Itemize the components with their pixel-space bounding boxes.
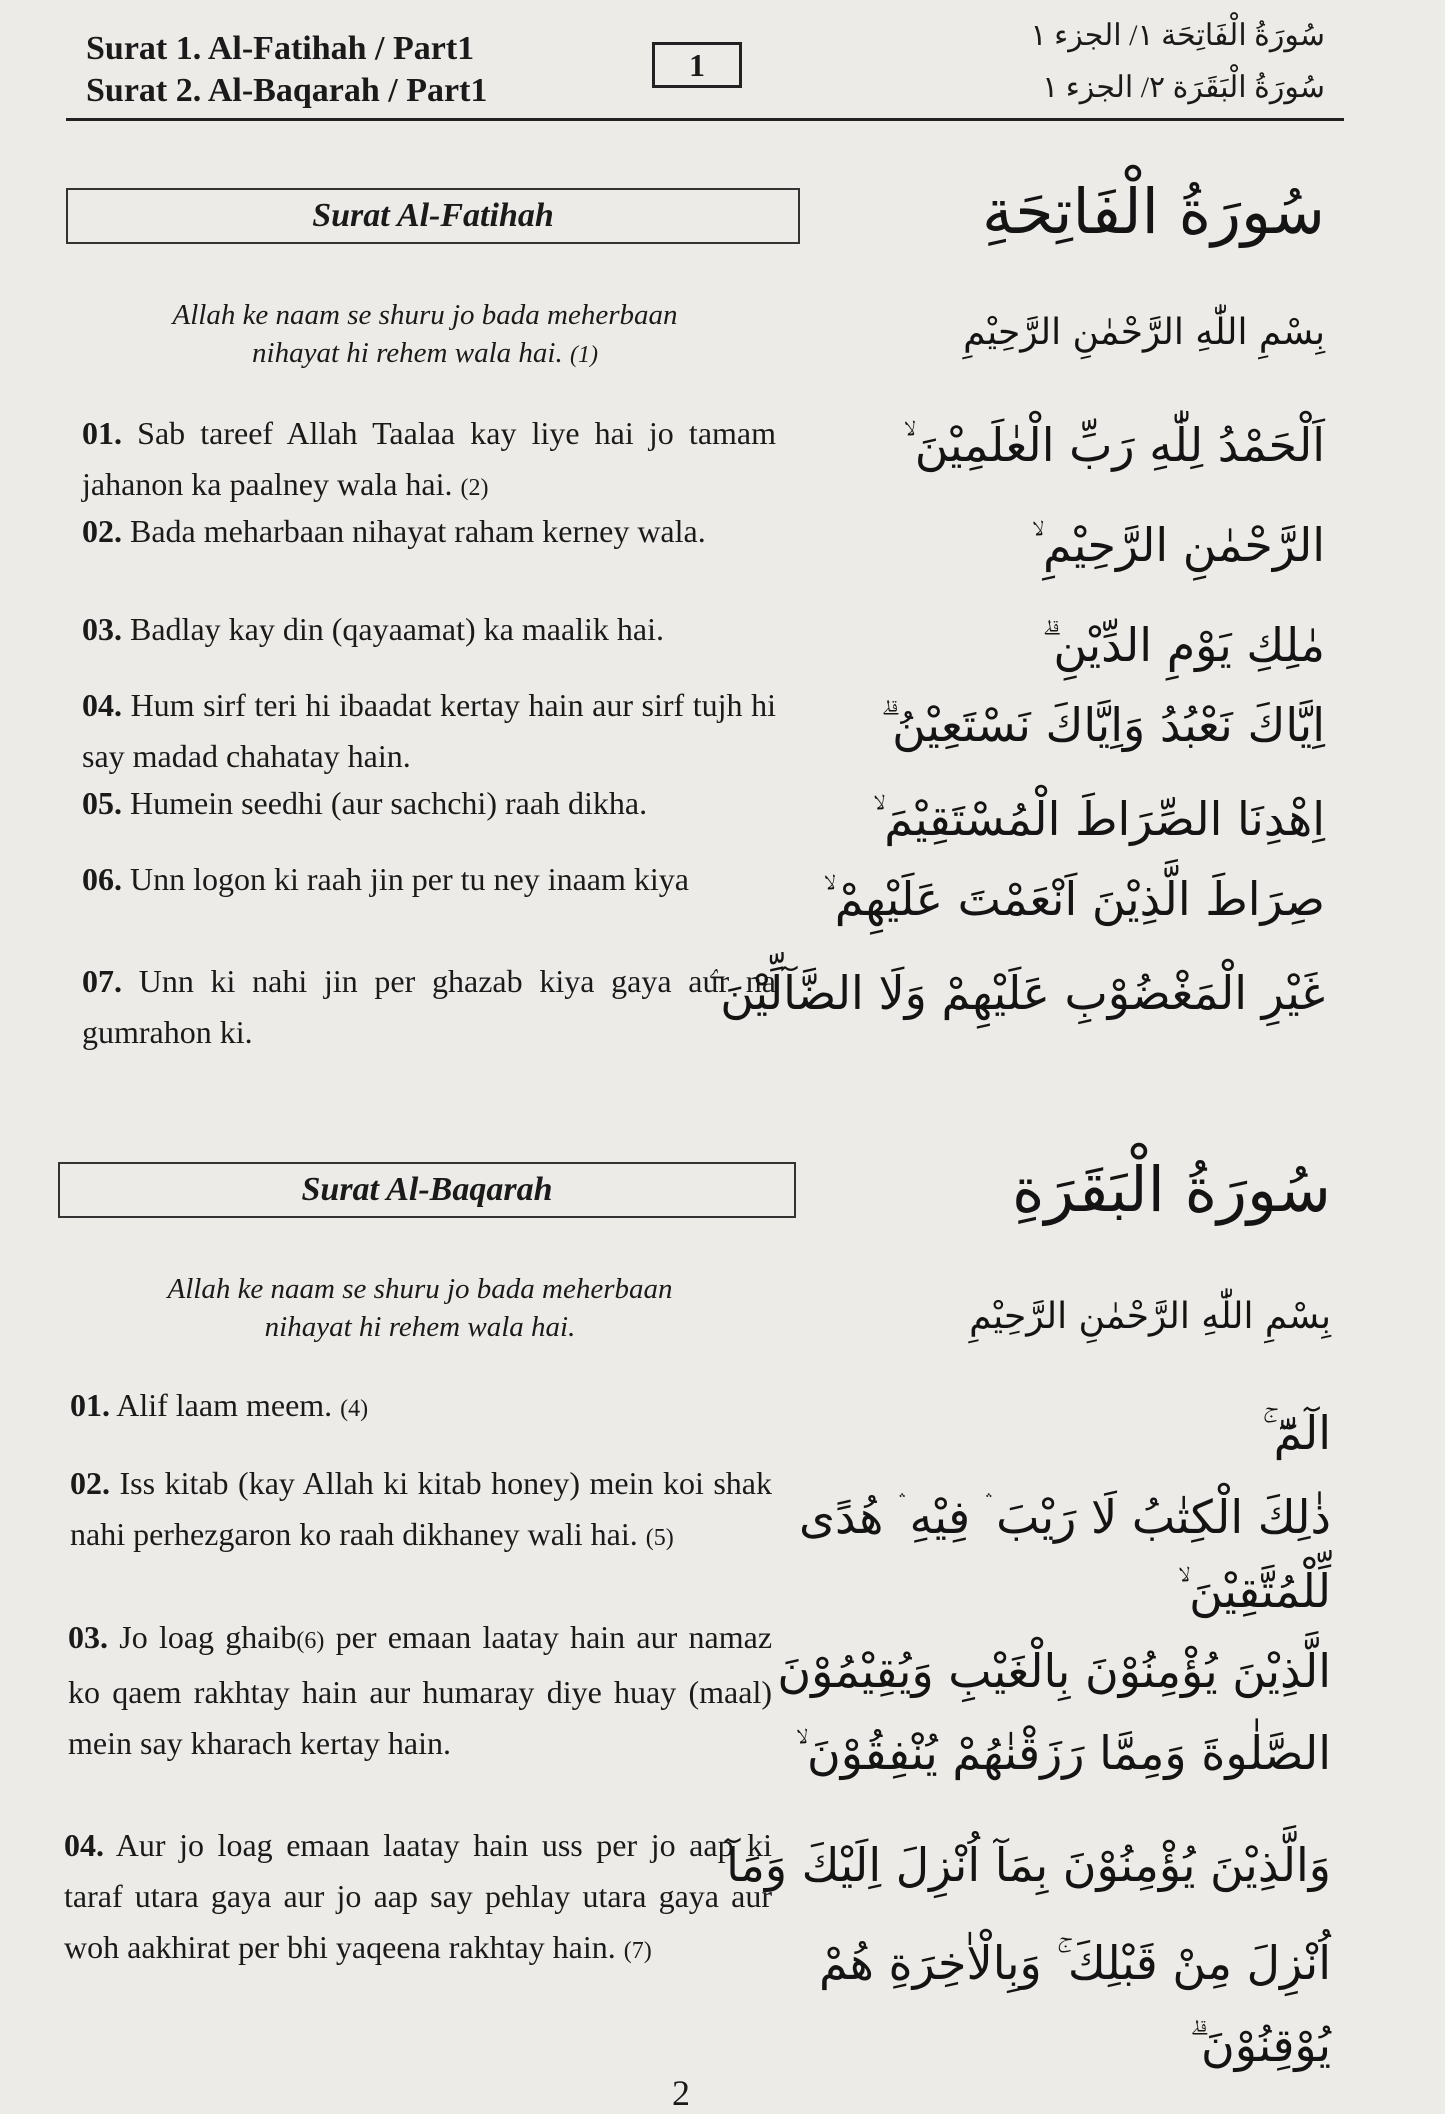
bismillah-line-2: nihayat hi rehem wala hai. xyxy=(264,1311,576,1343)
fatihah-arabic-verse: اِهْدِنَا الصِّرَاطَ الْمُسْتَقِيْمَ ۙ xyxy=(872,792,1325,846)
verse-note: (7) xyxy=(623,1938,652,1964)
baqarah-arabic-line: اُنْزِلَ مِنْ قَبْلِكَ ۚ وَبِالْاٰخِرَةِ هُمْ xyxy=(819,1936,1331,1990)
header-surah-titles xyxy=(86,28,487,112)
verse-text: Sab tareef Allah Taalaa kay liye hai jo tamam jahanon ka paalney wala hai. xyxy=(82,415,777,502)
verse-number: 07. xyxy=(82,963,122,999)
fatihah-arabic-verse: مٰلِكِ يَوْمِ الدِّيْنِ ۗ xyxy=(1041,618,1325,672)
verse-number: 03. xyxy=(82,611,122,647)
baqarah-arabic-line: الَّذِيْنَ يُؤْمِنُوْنَ بِالْغَيْبِ وَيُقِيْمُوْنَ xyxy=(777,1644,1331,1698)
verse-number: 03. xyxy=(68,1619,108,1655)
fatihah-bismillah-translation xyxy=(110,296,740,374)
header-right-line-1: سُورَةُ الْفَاتِحَة ١/ الجزء ١ xyxy=(1030,19,1325,52)
bismillah-line-2: nihayat hi rehem wala hai. xyxy=(252,337,563,369)
verse-note: (5) xyxy=(645,1525,674,1551)
fatihah-verse xyxy=(82,604,776,655)
verse-number: 06. xyxy=(82,861,122,897)
verse-text: Bada meharbaan nihayat raham kerney wala. xyxy=(130,513,706,549)
fatihah-arabic-verse: غَيْرِ الْمَغْضُوْبِ عَلَيْهِمْ وَلَا الضَّآلِّيْنَ ۧ xyxy=(708,966,1325,1020)
fatihah-verse xyxy=(82,408,776,514)
baqarah-arabic-line: ذٰلِكَ الْكِتٰبُ لَا رَيْبَ ۛ فِيْهِ ۛ هُدًى xyxy=(799,1490,1331,1544)
baqarah-arabic-title: سُورَةُ الْبَقَرَةِ xyxy=(1012,1153,1331,1226)
verse-text: Aur jo loag emaan laatay hain uss per jo aap ki taraf utara gaya aur jo aap say pehlay utara gaya aur woh aakhirat per bhi yaqeena rakhtay hain. xyxy=(64,1827,773,1965)
bismillah-line-1: Allah ke naam se shuru jo bada meherbaan xyxy=(167,1273,673,1305)
bismillah-line-1: Allah ke naam se shuru jo bada meherbaan xyxy=(172,299,678,331)
verse-number: 05. xyxy=(82,785,122,821)
baqarah-verse xyxy=(68,1612,772,1769)
baqarah-verse xyxy=(70,1380,772,1435)
verse-mid-note: (6) xyxy=(296,1628,325,1654)
verse-text: Iss kitab (kay Allah ki kitab honey) mein koi shak nahi perhezgaron ko raah dikhaney wali hai. xyxy=(70,1465,772,1552)
header-left-line-2: Surat 2. Al-Baqarah / Part1 xyxy=(86,72,488,109)
fatihah-arabic-title: سُورَةُ الْفَاتِحَةِ xyxy=(982,175,1325,248)
verse-text: Hum sirf teri hi ibaadat kertay hain aur sirf tujh hi say madad chahatay hain. xyxy=(82,687,776,774)
verse-number: 02. xyxy=(70,1465,110,1501)
verse-text: Badlay kay din (qayaamat) ka maalik hai. xyxy=(130,611,665,647)
fatihah-arabic-verse: الرَّحْمٰنِ الرَّحِيْمِ ۙ xyxy=(1031,518,1325,572)
baqarah-verse xyxy=(70,1458,772,1564)
verse-number: 04. xyxy=(64,1827,104,1863)
header-divider xyxy=(66,118,1344,121)
bismillah-note: (1) xyxy=(569,342,598,368)
verse-number: 01. xyxy=(82,415,122,451)
header-right-line-2: سُورَةُ الْبَقَرَة ٢/ الجزء ١ xyxy=(1042,71,1325,104)
verse-number: 02. xyxy=(82,513,122,549)
fatihah-arabic-verse: صِرَاطَ الَّذِيْنَ اَنْعَمْتَ عَلَيْهِمْ ۙ xyxy=(823,872,1325,926)
fatihah-verse xyxy=(82,680,776,782)
verse-note: (2) xyxy=(460,475,489,501)
verse-number: 04. xyxy=(82,687,122,723)
fatihah-verse xyxy=(82,956,776,1058)
baqarah-arabic-line: الصَّلٰوةَ وَمِمَّا رَزَقْنٰهُمْ يُنْفِقُوْنَ ۙ xyxy=(795,1726,1331,1780)
verse-text: Humein seedhi (aur sachchi) raah dikha. xyxy=(130,785,648,821)
fatihah-verse xyxy=(82,778,776,829)
baqarah-arabic-line: يُوْقِنُوْنَ ۗ xyxy=(1189,2018,1331,2072)
verse-text-b: per emaan laatay hain aur namaz ko qaem rakhtay hain aur humaray diye huay (maal) mein say kharach kertay hain. xyxy=(68,1619,773,1761)
fatihah-arabic-verse: اَلْحَمْدُ لِلّٰهِ رَبِّ الْعٰلَمِيْنَ ۙ xyxy=(903,418,1325,472)
verse-text-a: Jo loag ghaib xyxy=(119,1619,297,1655)
baqarah-bismillah-translation xyxy=(100,1270,740,1346)
baqarah-bismillah-arabic: بِسْمِ اللّٰهِ الرَّحْمٰنِ الرَّحِيْمِ xyxy=(969,1296,1331,1337)
verse-text: Unn logon ki raah jin per tu ney inaam kiya xyxy=(130,861,689,897)
baqarah-title-box: Surat Al-Baqarah xyxy=(58,1162,796,1218)
baqarah-arabic-line: الٓمّٓ ۚ xyxy=(1262,1406,1331,1460)
baqarah-arabic-line: وَالَّذِيْنَ يُؤْمِنُوْنَ بِمَآ اُنْزِلَ اِلَيْكَ وَمَآ xyxy=(726,1838,1331,1892)
fatihah-verse xyxy=(82,854,776,905)
fatihah-bismillah-arabic: بِسْمِ اللّٰهِ الرَّحْمٰنِ الرَّحِيْمِ xyxy=(963,312,1325,353)
verse-number: 01. xyxy=(70,1387,110,1423)
fatihah-verse xyxy=(82,506,776,557)
page-number-box: 1 xyxy=(652,42,742,88)
baqarah-verse xyxy=(64,1820,772,1977)
fatihah-arabic-verse: اِيَّاكَ نَعْبُدُ وَاِيَّاكَ نَسْتَعِيْنُ ۗ xyxy=(880,698,1325,752)
verse-text: Unn ki nahi jin per ghazab kiya gaya aur na gumrahon ki. xyxy=(82,963,777,1050)
header-left-line-1: Surat 1. Al-Fatihah / Part1 xyxy=(86,30,475,67)
header-arabic-titles xyxy=(1030,10,1325,114)
fatihah-title-box: Surat Al-Fatihah xyxy=(66,188,800,244)
footer-page-number: 2 xyxy=(672,2073,690,2113)
verse-note: (4) xyxy=(340,1396,369,1422)
verse-text: Alif laam meem. xyxy=(116,1387,333,1423)
baqarah-arabic-line: لِّلْمُتَّقِيْنَ ۙ xyxy=(1177,1564,1331,1618)
